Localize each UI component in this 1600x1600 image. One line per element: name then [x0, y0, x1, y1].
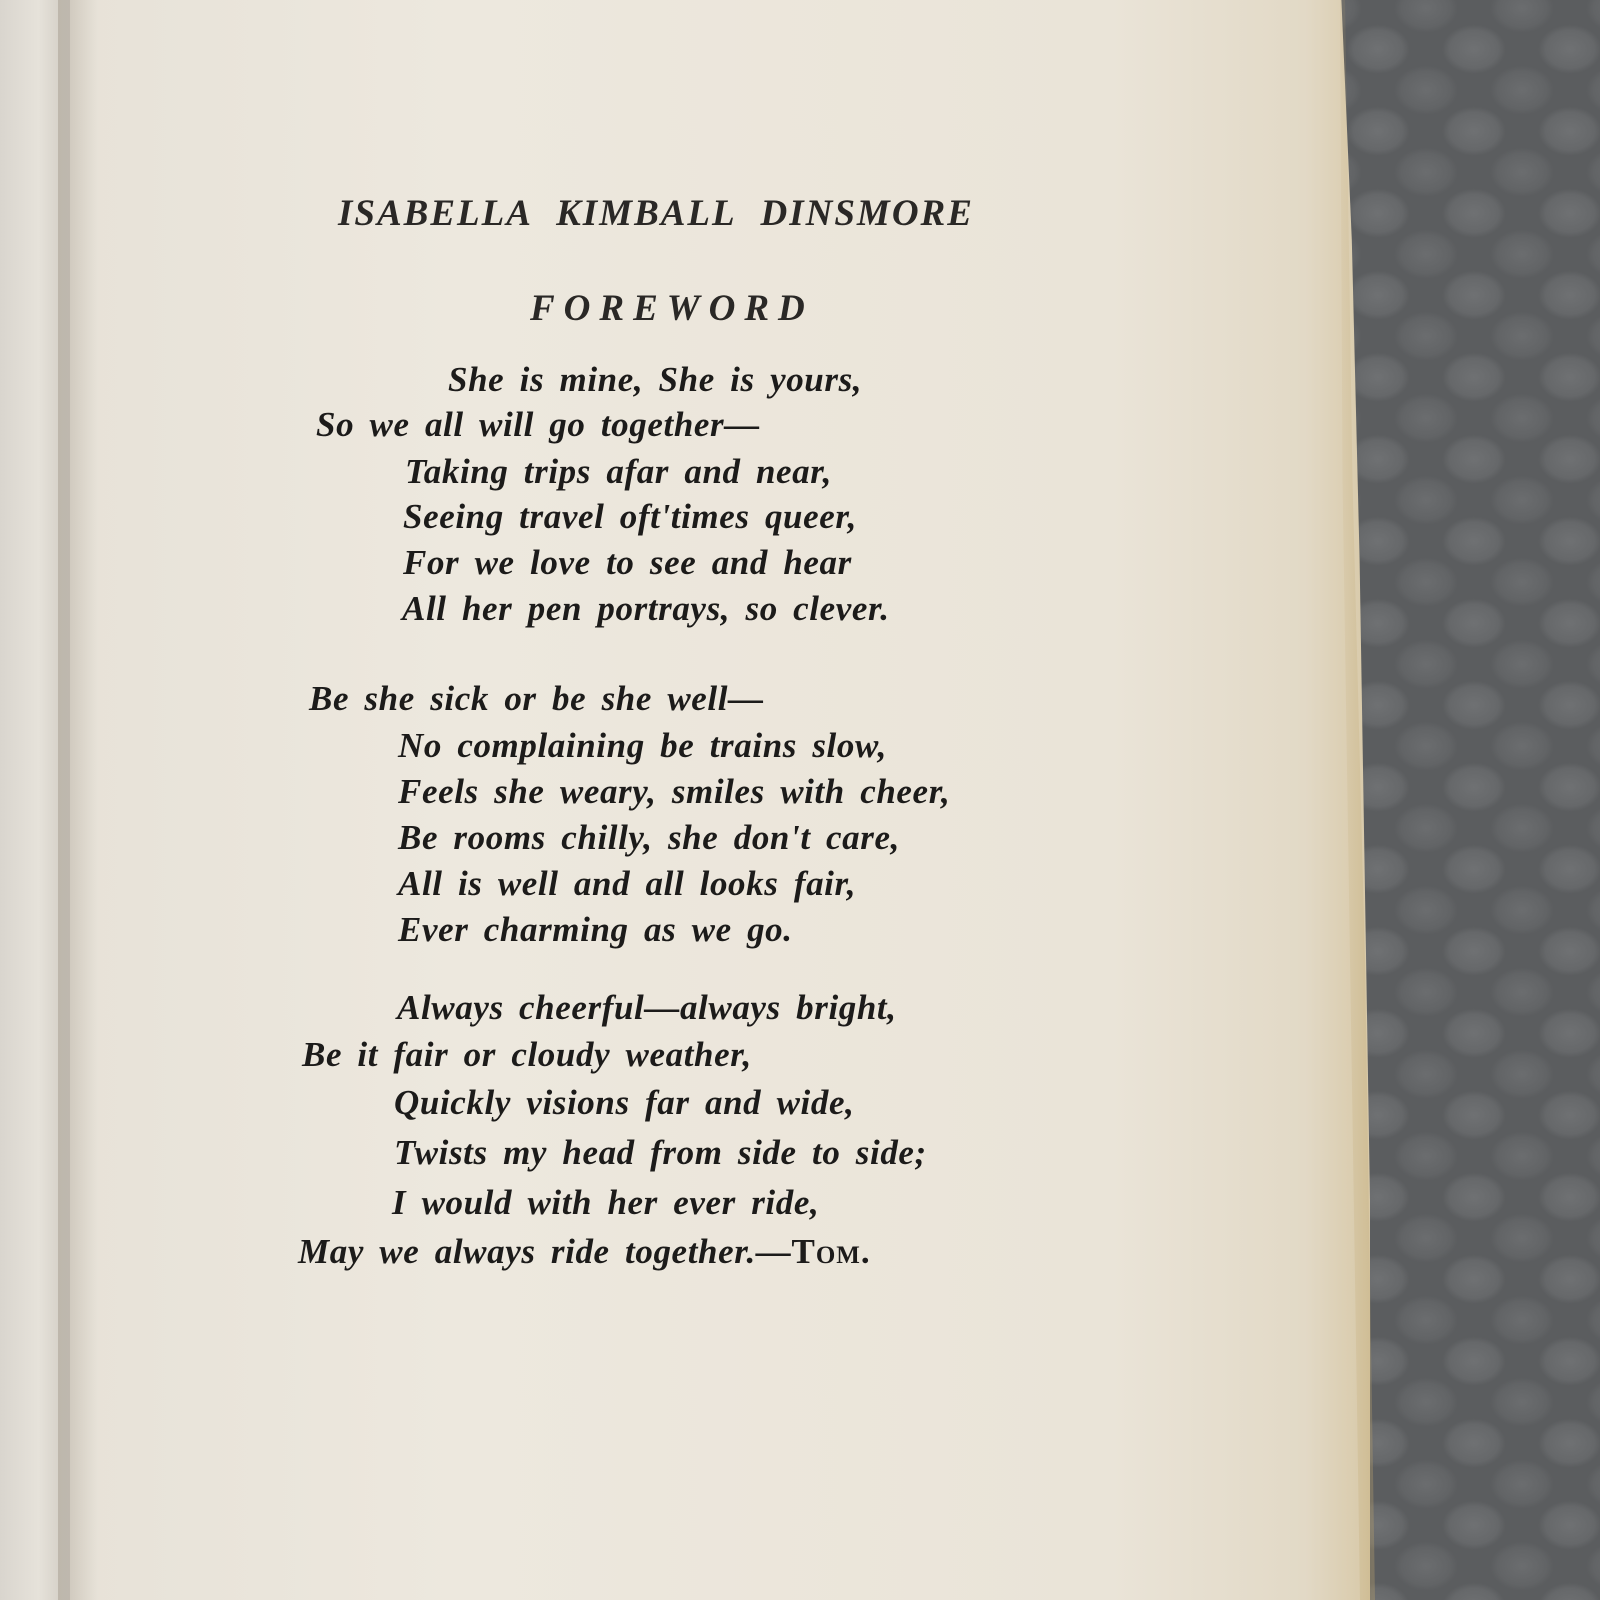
poem-line: Seeing travel oft'times queer, — [403, 497, 858, 536]
poem-line: Be she sick or be she well— — [309, 679, 764, 718]
poem-line: Twists my head from side to side; — [394, 1133, 927, 1172]
foreword-heading: FOREWORD — [530, 288, 814, 329]
poem-line-text: May we always ride together.— — [298, 1232, 792, 1271]
signature: Tom. — [791, 1232, 871, 1271]
page-gutter-shadow — [58, 0, 98, 1600]
poem-line: Taking trips afar and near, — [405, 452, 832, 491]
poem-line: So we all will go together— — [316, 405, 760, 444]
poem-line: For we love to see and hear — [403, 543, 852, 582]
author-name: ISABELLA KIMBALL DINSMORE — [338, 193, 974, 234]
poem-line: Always cheerful—always bright, — [397, 988, 897, 1027]
poem-line: Quickly visions far and wide, — [394, 1083, 855, 1122]
poem-line: All her pen portrays, so clever. — [402, 589, 890, 628]
poem-line: All is well and all looks fair, — [398, 864, 857, 903]
poem-line-final — [298, 1232, 871, 1272]
poem-line: Be it fair or cloudy weather, — [302, 1035, 752, 1074]
poem-line: She is mine, She is yours, — [448, 360, 863, 399]
poem-line: No complaining be trains slow, — [398, 726, 887, 765]
poem-line: Be rooms chilly, she don't care, — [398, 818, 900, 857]
poem-line: I would with her ever ride, — [392, 1183, 820, 1222]
poem-line: Ever charming as we go. — [398, 910, 793, 949]
poem-line: Feels she weary, smiles with cheer, — [398, 772, 951, 811]
